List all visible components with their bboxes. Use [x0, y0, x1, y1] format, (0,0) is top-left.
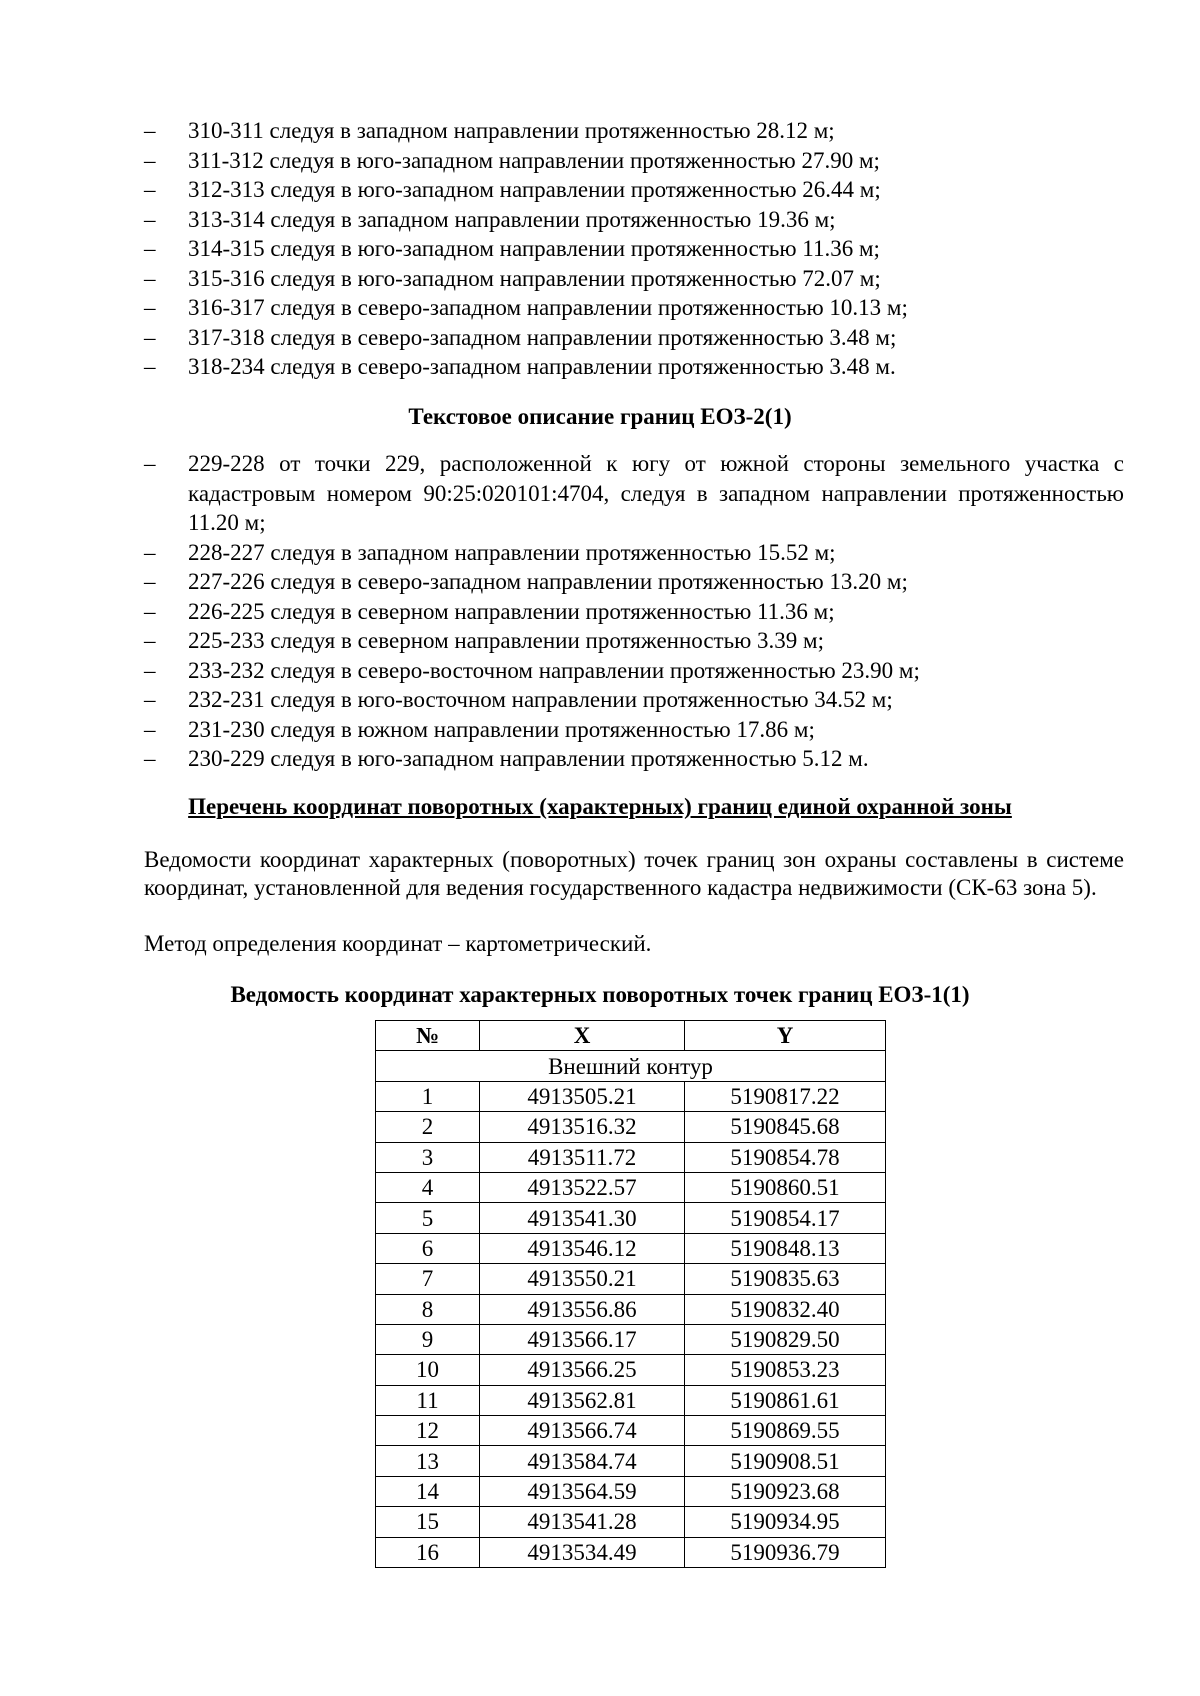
point-number-cell: 11: [376, 1385, 480, 1415]
list-item-text: 229-228 от точки 229, расположенной к югу от южной стороны земельного участка с кадастровым номером 90:25:020101:4704, следуя в западном направлении протяженностью 11.20 м;: [188, 451, 1124, 535]
table-row: [376, 1476, 886, 1506]
table-row: [376, 1172, 886, 1202]
list-item: [144, 567, 1124, 597]
point-number-cell: 10: [376, 1355, 480, 1385]
dash-bullet: –: [144, 746, 156, 771]
list-item: [144, 656, 1124, 686]
section-heading-eoz2: Текстовое описание границ ЕОЗ-2(1): [408, 404, 792, 429]
list-item: [144, 205, 1124, 235]
list-item-text: 227-226 следуя в северо-западном направлении протяженностью 13.20 м;: [188, 569, 908, 594]
list-item: [144, 293, 1124, 323]
column-header-number: №: [376, 1021, 480, 1051]
list-item-text: 315-316 следуя в юго-западном направлении протяженностью 72.07 м;: [188, 265, 881, 291]
list-item: [144, 538, 1124, 568]
paragraph-coordinate-system: Ведомости координат характерных (поворотных) точек границ зон охраны составлены в системе координат, установленной для ведения государственного кадастра недвижимости (СК-63 зона 5).: [144, 847, 1124, 900]
list-item-text: 232-231 следуя в юго-восточном направлении протяженностью 34.52 м;: [188, 687, 893, 712]
coordinates-table: [375, 1020, 886, 1568]
table-row: [376, 1112, 886, 1142]
list-item: [144, 234, 1124, 264]
y-coordinate-cell: 5190854.78: [685, 1142, 886, 1172]
dash-bullet: –: [144, 539, 156, 565]
list-item-text: 312-313 следуя в юго-западном направлении протяженностью 26.44 м;: [188, 177, 881, 202]
table-title: Ведомость координат характерных поворотных точек границ ЕОЗ-1(1): [230, 982, 970, 1007]
list-item-text: 226-225 следуя в северном направлении протяженностью 11.36 м;: [188, 598, 835, 624]
column-header-y: Y: [685, 1021, 886, 1051]
point-number-cell: 6: [376, 1233, 480, 1263]
column-header-x: X: [480, 1021, 685, 1051]
x-coordinate-cell: 4913566.25: [480, 1355, 685, 1385]
dash-bullet: –: [144, 295, 156, 320]
y-coordinate-cell: 5190829.50: [685, 1324, 886, 1354]
list-item: [144, 685, 1124, 715]
list-item-text: 313-314 следуя в западном направлении протяженностью 19.36 м;: [188, 206, 836, 232]
dash-bullet: –: [144, 177, 156, 202]
point-number-cell: 2: [376, 1112, 480, 1142]
table-row: [376, 1355, 886, 1385]
point-number-cell: 13: [376, 1446, 480, 1476]
dash-bullet: –: [144, 657, 156, 683]
y-coordinate-cell: 5190869.55: [685, 1416, 886, 1446]
x-coordinate-cell: 4913541.28: [480, 1507, 685, 1537]
y-coordinate-cell: 5190835.63: [685, 1264, 886, 1294]
dash-bullet: –: [144, 147, 156, 173]
y-coordinate-cell: 5190936.79: [685, 1537, 886, 1567]
point-number-cell: 15: [376, 1507, 480, 1537]
list-item-text: 231-230 следуя в южном направлении протяженностью 17.86 м;: [188, 716, 815, 742]
table-row: [376, 1142, 886, 1172]
y-coordinate-cell: 5190923.68: [685, 1476, 886, 1506]
point-number-cell: 12: [376, 1416, 480, 1446]
x-coordinate-cell: 4913556.86: [480, 1294, 685, 1324]
point-number-cell: 9: [376, 1324, 480, 1354]
contour-row: [376, 1051, 886, 1081]
table-row: [376, 1507, 886, 1537]
x-coordinate-cell: 4913534.49: [480, 1537, 685, 1567]
dash-bullet: –: [144, 265, 156, 291]
x-coordinate-cell: 4913584.74: [480, 1446, 685, 1476]
point-number-cell: 3: [376, 1142, 480, 1172]
dash-bullet: –: [144, 354, 156, 379]
table-row: [376, 1203, 886, 1233]
list-item: [144, 264, 1124, 294]
list-item-text: 230-229 следуя в юго-западном направлении протяженностью 5.12 м.: [188, 746, 869, 771]
x-coordinate-cell: 4913541.30: [480, 1203, 685, 1233]
y-coordinate-cell: 5190860.51: [685, 1172, 886, 1202]
list-item: [144, 323, 1124, 353]
dash-bullet: –: [144, 569, 156, 594]
x-coordinate-cell: 4913562.81: [480, 1385, 685, 1415]
list-item: [144, 597, 1124, 627]
list-item-text: 318-234 следуя в северо-западном направлении протяженностью 3.48 м.: [188, 354, 896, 379]
y-coordinate-cell: 5190854.17: [685, 1203, 886, 1233]
y-coordinate-cell: 5190848.13: [685, 1233, 886, 1263]
point-number-cell: 4: [376, 1172, 480, 1202]
list-item-text: 314-315 следуя в юго-западном направлении протяженностью 11.36 м;: [188, 236, 880, 261]
table-row: [376, 1416, 886, 1446]
table-row: [376, 1385, 886, 1415]
dash-bullet: –: [144, 324, 156, 350]
table-row: [376, 1264, 886, 1294]
x-coordinate-cell: 4913522.57: [480, 1172, 685, 1202]
x-coordinate-cell: 4913546.12: [480, 1233, 685, 1263]
list-item: [144, 744, 1124, 774]
list-item-text: 233-232 следуя в северо-восточном направлении протяженностью 23.90 м;: [188, 657, 920, 683]
dash-bullet: –: [144, 206, 156, 232]
list-item: [144, 715, 1124, 745]
x-coordinate-cell: 4913511.72: [480, 1142, 685, 1172]
y-coordinate-cell: 5190908.51: [685, 1446, 886, 1476]
list-item-text: 225-233 следуя в северном направлении протяженностью 3.39 м;: [188, 628, 824, 653]
dash-bullet: –: [144, 687, 156, 712]
dash-bullet: –: [144, 716, 156, 742]
x-coordinate-cell: 4913566.17: [480, 1324, 685, 1354]
y-coordinate-cell: 5190845.68: [685, 1112, 886, 1142]
x-coordinate-cell: 4913566.74: [480, 1416, 685, 1446]
list-item: [144, 175, 1124, 205]
y-coordinate-cell: 5190817.22: [685, 1081, 886, 1111]
list-item-text: 317-318 следуя в северо-западном направлении протяженностью 3.48 м;: [188, 324, 897, 350]
list-item-text: 316-317 следуя в северо-западном направлении протяженностью 10.13 м;: [188, 295, 908, 320]
dash-bullet: –: [144, 236, 156, 261]
table-row: [376, 1446, 886, 1476]
boundary-list-eoz2: [144, 449, 1124, 774]
section-heading-coordinates: Перечень координат поворотных (характерных) границ единой охранной зоны: [188, 794, 1012, 819]
list-item: [144, 116, 1124, 146]
list-item-text: 311-312 следуя в юго-западном направлении протяженностью 27.90 м;: [188, 147, 880, 173]
table-row: [376, 1294, 886, 1324]
point-number-cell: 14: [376, 1476, 480, 1506]
y-coordinate-cell: 5190853.23: [685, 1355, 886, 1385]
list-item-text: 228-227 следуя в западном направлении протяженностью 15.52 м;: [188, 539, 836, 565]
point-number-cell: 5: [376, 1203, 480, 1233]
table-row: [376, 1537, 886, 1567]
list-item: [144, 146, 1124, 176]
point-number-cell: 7: [376, 1264, 480, 1294]
table-row: [376, 1324, 886, 1354]
dash-bullet: –: [144, 628, 156, 653]
y-coordinate-cell: 5190861.61: [685, 1385, 886, 1415]
list-item-text: 310-311 следуя в западном направлении протяженностью 28.12 м;: [188, 118, 835, 143]
contour-label: Внешний контур: [376, 1051, 886, 1081]
point-number-cell: 1: [376, 1081, 480, 1111]
dash-bullet: –: [144, 598, 156, 624]
x-coordinate-cell: 4913516.32: [480, 1112, 685, 1142]
list-item: [144, 352, 1124, 382]
x-coordinate-cell: 4913564.59: [480, 1476, 685, 1506]
paragraph-method: Метод определения координат – картометрический.: [144, 931, 652, 956]
x-coordinate-cell: 4913550.21: [480, 1264, 685, 1294]
table-row: [376, 1081, 886, 1111]
list-item: [144, 626, 1124, 656]
boundary-list-eoz1: [144, 116, 1124, 382]
x-coordinate-cell: 4913505.21: [480, 1081, 685, 1111]
point-number-cell: 16: [376, 1537, 480, 1567]
y-coordinate-cell: 5190934.95: [685, 1507, 886, 1537]
table-header-row: [376, 1021, 886, 1051]
list-item: [144, 449, 1124, 538]
table-row: [376, 1233, 886, 1263]
point-number-cell: 8: [376, 1294, 480, 1324]
y-coordinate-cell: 5190832.40: [685, 1294, 886, 1324]
dash-bullet: –: [144, 451, 156, 476]
dash-bullet: –: [144, 118, 156, 143]
